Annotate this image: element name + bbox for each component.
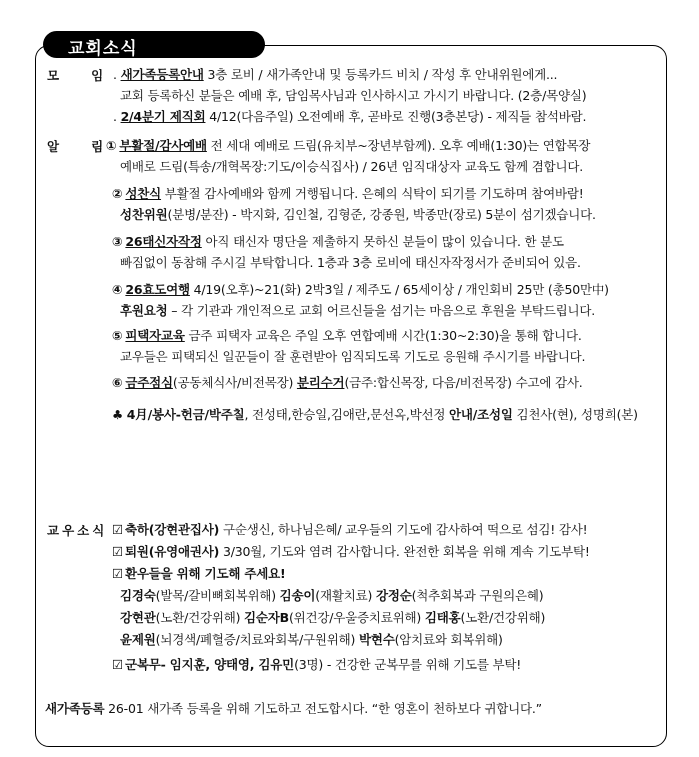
notice-item-6	[112, 372, 583, 394]
notice-label-1: 알	[47, 139, 60, 154]
notice-item-title: 부활절/감사예배	[119, 138, 207, 153]
newfamily-line	[45, 698, 542, 720]
members-discharge-text: 3/30월, 기도와 염려 감사합니다. 완전한 회복을 위해 계속 기도부탁!	[219, 544, 590, 559]
notice-item-title: 피택자교육	[125, 328, 185, 343]
meeting-item-2	[113, 106, 586, 128]
notice-item-text-2: (금주:합신목장, 다음/비전목장) 수고에 감사.	[344, 375, 583, 390]
notice-item-1-cont: 예배로 드림(특송/개혁목장:기도/이승식집사) / 26년 임직대상자 교육도 함께 겸합니다.	[120, 159, 583, 174]
notice-item-5	[112, 325, 582, 347]
newfamily-label: 새가족등록	[45, 701, 105, 716]
newfamily-text: 26-01 새가족 등록을 위해 기도하고 전도합시다. “한 영혼이 천하보다 귀합니다.”	[104, 701, 542, 716]
members-congrats-title: 축하(강현관집사)	[125, 522, 220, 537]
patient-name: 김태홍	[424, 610, 461, 625]
notice-item-2-cont	[120, 204, 596, 226]
notice-item-3-cont: 빠짐없이 동참해 주시길 부탁합니다. 1층과 3층 로비에 태신자작정서가 준비되어 있음.	[120, 255, 581, 270]
notice-item-1	[106, 135, 590, 157]
members-discharge-title: 퇴원(유영애권사)	[125, 544, 220, 559]
meeting-item-2-text: 4/12(다음주일) 오전예배 후, 곧바로 진행(3층본당) - 제직들 참석바람.	[205, 109, 587, 124]
meeting-item-1-cont: 교회 등록하신 분들은 예배 후, 담임목사님과 인사하시고 가시기 바랍니다. (2층/목양실)	[120, 88, 587, 103]
patient-note: (암치료와 회복위해)	[394, 632, 503, 647]
service-names-2: 김천사(현), 성명희(본)	[512, 407, 638, 422]
meeting-item-1-text: 3층 로비 / 새가족안내 및 등록카드 비치 / 작성 후 안내위원에게...	[203, 67, 558, 82]
item-number: ①	[106, 138, 117, 153]
meeting-item-1-title: 새가족등록안내	[120, 67, 204, 82]
notice-item-title: 26태신자작정	[125, 234, 202, 249]
patient-row	[120, 629, 503, 651]
notice-item-cont: (분병/분잔) - 박지화, 김인철, 김형준, 강종원, 박종만(장로) 5분이 섬기겠습니다.	[167, 207, 596, 222]
members-congrats	[112, 519, 587, 541]
patient-note: (재활치료)	[315, 588, 376, 603]
item-number: ④	[112, 282, 123, 297]
members-prayer-title: 환우들을 위해 기도해 주세요!	[125, 566, 286, 581]
patient-name: 강정순	[375, 588, 412, 603]
patient-name: 김순자B	[244, 610, 289, 625]
notice-item-cont: – 각 기관과 개인적으로 교회 어르신들을 섬기는 마음으로 후원을 부탁드립니다.	[167, 303, 596, 318]
members-congrats-text: 구순생신, 하나님은혜/ 교우들의 기도에 감사하여 떡으로 섬김! 감사!	[219, 522, 588, 537]
meeting-label-2: 임	[91, 68, 104, 83]
meeting-label	[47, 66, 103, 84]
checkbox-icon: ☑	[112, 544, 124, 559]
patient-name: 김경숙	[120, 588, 156, 603]
patient-note: (척추회복과 구원의은혜)	[411, 588, 544, 603]
item-number: ⑤	[112, 328, 123, 343]
notice-item-5-cont: 교우들은 피택되신 일꾼들이 잘 훈련받아 임직되도록 기도로 응원해 주시기를 바랍니다.	[120, 349, 586, 364]
notice-item-text: 4/19(오후)~21(화) 2박3일 / 제주도 / 65세이상 / 개인회비 25만 (총50만中)	[189, 282, 609, 297]
notice-item-title: 성찬식	[125, 186, 162, 201]
bullet: .	[113, 67, 117, 82]
patient-row	[120, 585, 543, 607]
patient-note: (노환/건강위해)	[155, 610, 245, 625]
patient-note: (발목/갈비뼈회복위해)	[155, 588, 280, 603]
patient-note: (위건강/우울증치료위해)	[288, 610, 425, 625]
members-military-text: (3명) - 건강한 군복무를 위해 기도를 부탁!	[294, 657, 522, 672]
notice-item-title-2: 분리수거	[296, 375, 345, 390]
members-label: 교우소식	[47, 523, 108, 538]
item-number: ③	[112, 234, 123, 249]
service-names: , 전성태,한승일,김애란,문선옥,박선정	[244, 407, 450, 422]
notice-item-3	[112, 231, 564, 253]
meeting-item-1	[113, 64, 557, 86]
notice-item-text: 전 세대 예배로 드림(유치부~장년부함께). 오후 예배(1:30)는 연합목장	[206, 138, 591, 153]
notice-item-4	[112, 279, 609, 301]
members-military-title: 군복무- 임지훈, 양태영, 김유민	[125, 657, 295, 672]
service-month: 4月	[126, 407, 148, 422]
members-military	[112, 654, 521, 676]
notice-item-text: 아직 태신자 명단을 제출하지 못하신 분들이 많이 있습니다. 한 분도	[201, 234, 564, 249]
service-role-2: 안내/조성일	[449, 407, 513, 422]
service-roster	[112, 404, 638, 426]
meeting-label-1: 모	[47, 68, 60, 83]
notice-label-2: 림	[91, 139, 104, 154]
bullet: .	[113, 109, 117, 124]
item-number: ⑥	[112, 375, 123, 390]
notice-item-bold: 후원요청	[120, 303, 168, 318]
item-number: ②	[112, 186, 123, 201]
notice-item-2	[112, 183, 584, 205]
notice-item-title: 26효도여행	[125, 282, 190, 297]
members-discharge	[112, 541, 590, 563]
checkbox-icon: ☑	[112, 522, 124, 537]
club-icon: ♣	[112, 407, 124, 422]
patient-note: (노환/건강위해)	[460, 610, 546, 625]
service-role-1: /봉사-헌금/박주칠	[147, 407, 245, 422]
notice-label	[47, 137, 103, 155]
patient-note: (뇌경색/폐혈증/치료와회복/구원위해)	[155, 632, 359, 647]
notice-item-text: (공동체식사/비전목장)	[172, 375, 297, 390]
notice-item-4-cont	[120, 300, 595, 322]
meeting-item-2-title: 2/4분기 제직회	[120, 109, 206, 124]
notice-item-bold: 성찬위원	[120, 207, 168, 222]
patient-row	[120, 607, 545, 629]
patient-name: 박현수	[358, 632, 395, 647]
patient-name: 강현관	[120, 610, 156, 625]
notice-item-text: 부활절 감사예배와 함께 거행됩니다. 은혜의 식탁이 되기를 기도하며 참여바람!	[161, 186, 584, 201]
checkbox-icon: ☑	[112, 657, 124, 672]
section-title: 교회소식	[68, 39, 138, 59]
members-prayer-heading	[112, 563, 285, 585]
section-title-pill	[43, 31, 265, 58]
notice-item-text: 금주 피택자 교육은 주일 오후 연합예배 시간(1:30~2:30)을 통해 합니다.	[184, 328, 582, 343]
notice-item-title: 금주점심	[125, 375, 173, 390]
patient-name: 윤제원	[120, 632, 156, 647]
checkbox-icon: ☑	[112, 566, 124, 581]
patient-name: 김송이	[279, 588, 316, 603]
